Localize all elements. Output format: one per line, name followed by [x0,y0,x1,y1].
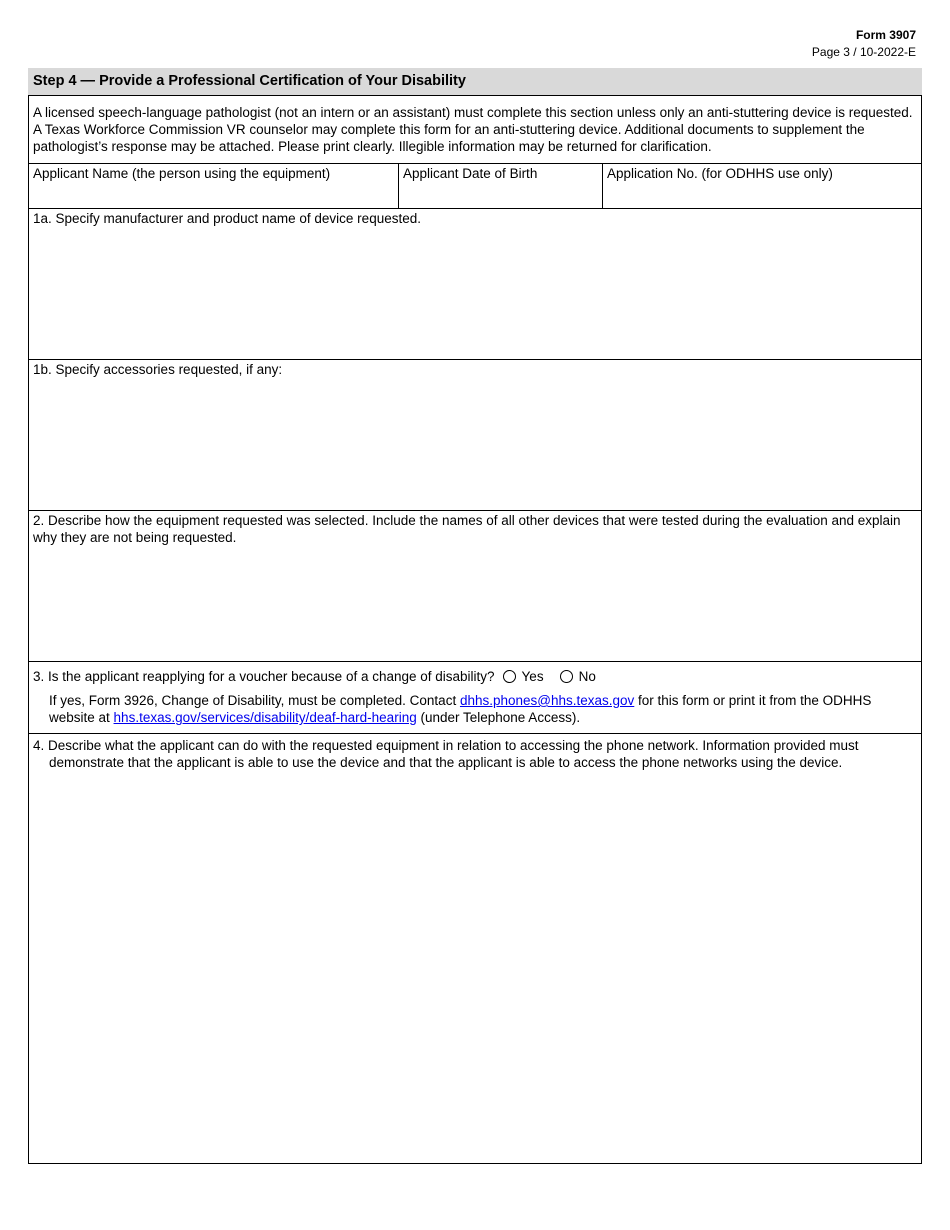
step-title: Step 4 — Provide a Professional Certification of Your Disability [28,68,922,95]
yes-label: Yes [521,668,544,684]
question-3-note [33,692,917,726]
applicant-dob-label: Applicant Date of Birth [403,166,538,181]
email-link[interactable]: dhhs.phones@hhs.texas.gov [459,693,635,708]
question-1b-field[interactable] [29,359,921,510]
no-radio-option[interactable] [560,668,596,685]
question-4-field[interactable] [29,733,921,1163]
website-link[interactable]: hhs.texas.gov/services/disability/deaf-hard-hearing [113,710,417,725]
note-text-3: (under Telephone Access). [416,710,581,725]
question-3-section [29,661,921,733]
no-label: No [578,668,596,684]
note-text-1: If yes, Form 3926, Change of Disability, must be completed. Contact [49,693,460,708]
application-number-label: Application No. (for ODHHS use only) [607,166,833,181]
question-4-label: 4. Describe what the applicant can do with the requested equipment in relation to accessing the phone network. Information provided must demonstrate that the applicant is able to use the device and that the applicant is able to access the phone networks using the device. [33,738,859,770]
page-info: Page 3 / 10-2022-E [811,45,916,59]
page-header [812,27,916,61]
applicant-info-row [29,163,921,208]
form-number: Form 3907 [855,28,916,42]
intro-text: A licensed speech-language pathologist (not an intern or an assistant) must complete this section unless only an anti-stuttering device is requested. A Texas Workforce Commission VR counselor may complete this form for an anti-stuttering device. Additional documents to supplement the pathologist’s response may be attached. Please print clearly. Illegible information may be returned for clarification. [33,105,913,154]
question-2-field[interactable] [29,510,921,661]
applicant-name-field[interactable] [29,164,398,208]
yes-radio-button[interactable] [503,670,516,683]
question-2-label: 2. Describe how the equipment requested was selected. Include the names of all other devices that were tested during the evaluation and explain why they are not being requested. [33,513,901,545]
question-1a-field[interactable] [29,208,921,359]
question-3-label: 3. Is the applicant reapplying for a voucher because of a change of disability? [33,668,495,684]
question-1b-label: 1b. Specify accessories requested, if any: [33,362,283,377]
no-radio-button[interactable] [560,670,573,683]
certification-form [28,95,922,1164]
note-text-2: for this form or print it from the ODHHS website at [49,693,872,725]
applicant-dob-field[interactable] [398,164,602,208]
question-1a-label: 1a. Specify manufacturer and product name of device requested. [33,211,421,226]
yes-radio-option[interactable] [503,668,544,685]
application-number-field[interactable] [602,164,921,208]
applicant-name-label: Applicant Name (the person using the equipment) [33,166,331,181]
